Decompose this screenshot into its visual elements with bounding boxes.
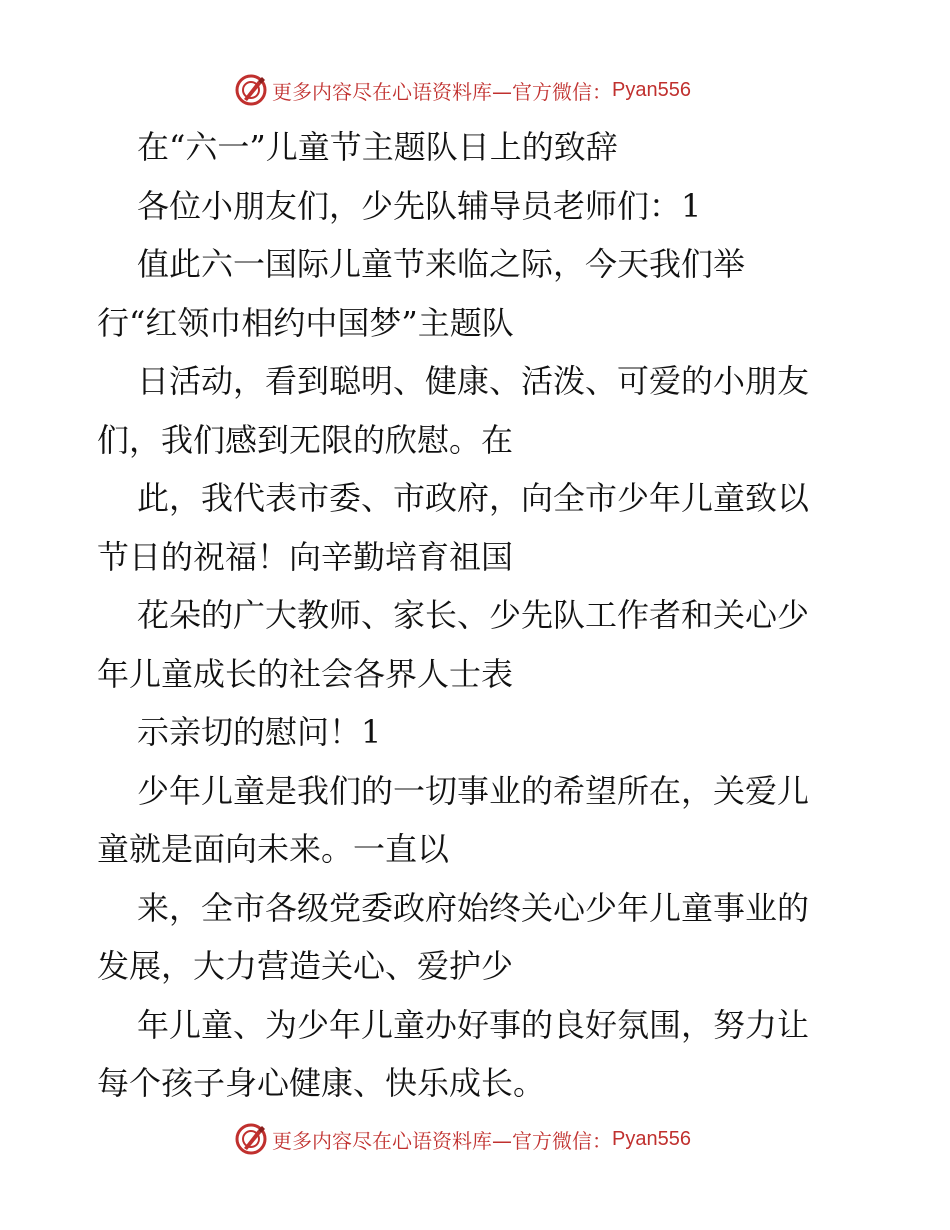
text-line: 值此六一国际儿童节来临之际，今天我们举 [137,245,746,283]
text-line: 年儿童成长的社会各界人士表 [97,654,514,693]
text-line: 年儿童、为少年儿童办好事的良好氛围，努力让 [137,1005,810,1044]
footer-wechat-id: Pyan556 [612,1127,691,1150]
text-line: 们，我们感到无限的欣慰。在 [97,420,514,459]
pen-in-circle-icon [234,73,268,107]
header-wechat-id: Pyan556 [612,78,691,101]
text-line: 此，我代表市委、市政府，向全市少年儿童致以 [137,479,810,517]
text-line: 节日的祝福！向辛勤培育祖国 [97,537,514,576]
text-line: 每个孩子身心健康、快乐成长。 [97,1064,546,1102]
footer-banner [234,1121,691,1157]
text-line: 发展，大力营造关心、爱护少 [97,947,514,985]
footer-banner-text: 更多内容尽在心语资料库—官方微信： [272,1128,612,1153]
header-banner [234,72,691,108]
text-line: 示亲切的慰问！1 [137,713,382,751]
document-body [97,118,867,1113]
text-line: 行“红领巾相约中国梦”主题队 [97,303,514,342]
text-line: 童就是面向未来。一直以 [97,830,450,868]
header-banner-text: 更多内容尽在心语资料库—官方微信： [272,79,612,104]
text-line: 各位小朋友们，少先队辅导员老师们：1 [137,186,702,225]
text-line: 日活动，看到聪明、健康、活泼、可爱的小朋友 [137,362,810,400]
pen-in-circle-icon [234,1122,268,1156]
document-title: 在“六一”儿童节主题队日上的致辞 [137,128,618,166]
text-line: 花朵的广大教师、家长、少先队工作者和关心少 [137,596,810,634]
text-line: 少年儿童是我们的一切事业的希望所在，关爱儿 [137,771,810,810]
text-line: 来，全市各级党委政府始终关心少年儿童事业的 [137,888,810,927]
